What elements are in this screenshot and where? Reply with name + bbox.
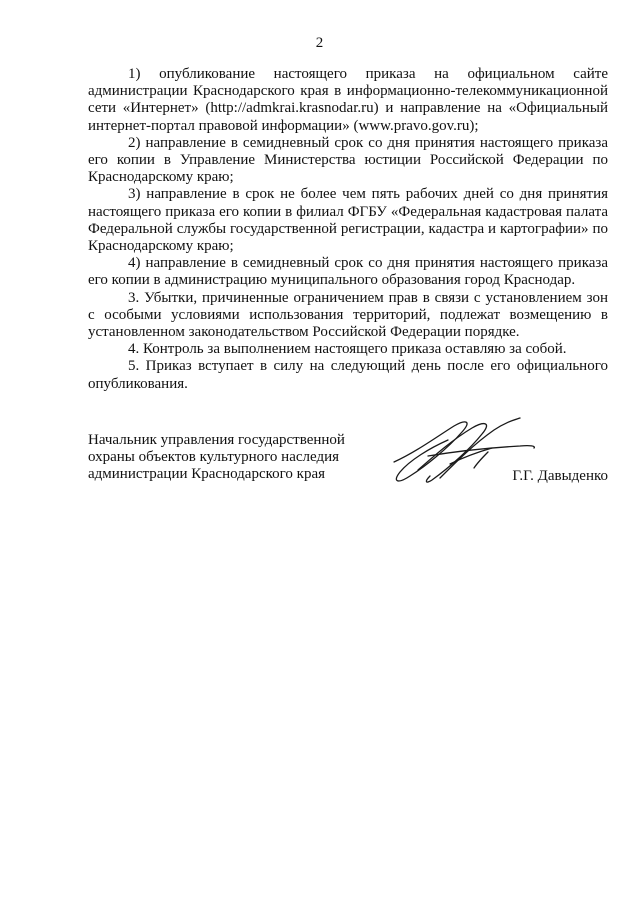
handwritten-signature xyxy=(388,412,538,502)
signature-block xyxy=(88,432,608,512)
paragraph-item-3: 3) направление в срок не более чем пять рабочих дней со дня принятия настоящего приказа его копии в филиал ФГБУ «Федеральная кадастровая палата Федеральной службы государственной регистрации, кадастра и картографии» по Краснодарскому краю; xyxy=(88,186,608,255)
signer-title-line: администрации Краснодарского края xyxy=(88,466,326,483)
page-number: 2 xyxy=(315,35,324,51)
signer-title-line: Начальник управления государственной xyxy=(88,432,345,448)
paragraph-item-2: 2) направление в семидневный срок со дня принятия настоящего приказа его копии в Управление Министерства юстиции Российской Федерации по Краснодарскому краю; xyxy=(88,134,608,186)
paragraph-effective-date: 5. Приказ вступает в силу на следующий день после его официального опубликования. xyxy=(88,358,608,392)
signer-title xyxy=(88,432,368,484)
signer-title-line: охраны объектов культурного наследия xyxy=(88,449,340,466)
document-body xyxy=(88,66,608,393)
paragraph-item-4: 4) направление в семидневный срок со дня принятия настоящего приказа его копии в администрацию муниципального образования город Краснодар. xyxy=(88,255,608,289)
paragraph-losses: 3. Убытки, причиненные ограничением прав в связи с установлением зон с особыми условиями использования территорий, подлежат возмещению в установленном законодательством Российской Федерации порядке. xyxy=(88,289,608,341)
paragraph-item-1: 1) опубликование настоящего приказа на официальном сайте администрации Краснодарского края в информационно-телекоммуникационной сети «Интернет» (http://admkrai.krasnodar.ru) и направление на «Официальный интернет-портал правовой информации» (www.pravo.gov.ru); xyxy=(88,66,608,134)
signer-name: Г.Г. Давыденко xyxy=(512,468,608,484)
paragraph-control: 4. Контроль за выполнением настоящего приказа оставляю за собой. xyxy=(128,341,567,358)
